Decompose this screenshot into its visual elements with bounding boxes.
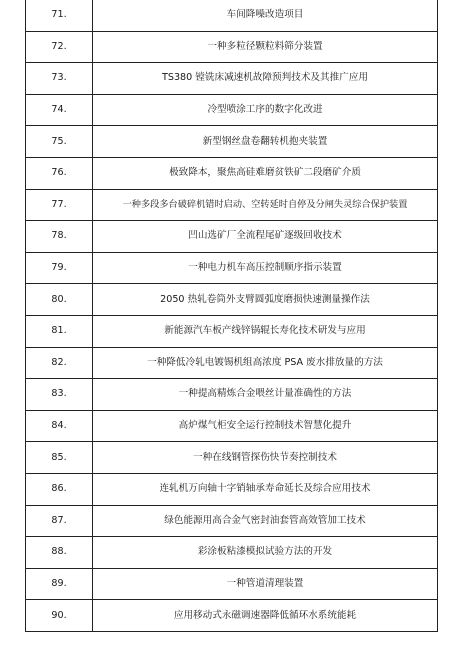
row-number: 75. [26, 126, 93, 158]
row-number: 84. [26, 410, 93, 442]
row-number: 74. [26, 94, 93, 126]
row-number: 72. [26, 31, 93, 63]
project-name: 2050 热轧卷筒外支臂圆弧度磨损快速测量操作法 [93, 284, 438, 316]
table-row [26, 126, 438, 158]
row-number: 89. [26, 568, 93, 600]
table-row [26, 568, 438, 600]
row-number: 77. [26, 189, 93, 221]
project-name: 连轧机万向轴十字销轴承寿命延长及综合应用技术 [93, 473, 438, 505]
row-number: 78. [26, 221, 93, 253]
project-name: 一种多段多台破碎机错时启动、空转延时自停及分闸失灵综合保护装置 [93, 189, 438, 221]
project-name: 彩涂板粘漆模拟试验方法的开发 [93, 537, 438, 569]
table-row [26, 379, 438, 411]
project-name: TS380 镗铣床减速机故障预判技术及其推广应用 [93, 63, 438, 95]
row-number: 81. [26, 315, 93, 347]
row-number: 80. [26, 284, 93, 316]
project-name: 极致降本，聚焦高硅难磨贫铁矿二段磨矿介质 [93, 157, 438, 189]
project-name: 一种降低冷轧电镀锡机组高浓度 PSA 废水排放量的方法 [93, 347, 438, 379]
table-row [26, 0, 438, 31]
project-name: 应用移动式永磁调速器降低循环水系统能耗 [93, 600, 438, 632]
project-name: 一种在线钢管探伤快节奏控制技术 [93, 442, 438, 474]
row-number: 90. [26, 600, 93, 632]
project-name: 凹山选矿厂全流程尾矿逐级回收技术 [93, 221, 438, 253]
table-row [26, 252, 438, 284]
table-row [26, 189, 438, 221]
table-row [26, 31, 438, 63]
table-row [26, 600, 438, 632]
row-number: 85. [26, 442, 93, 474]
project-name: 新能源汽车板产线锌锅辊长寿化技术研发与应用 [93, 315, 438, 347]
table-row [26, 63, 438, 95]
row-number: 88. [26, 537, 93, 569]
project-name: 一种管道清理装置 [93, 568, 438, 600]
project-name: 一种多粒径颗粒料筛分装置 [93, 31, 438, 63]
table-row [26, 284, 438, 316]
project-name: 一种电力机车高压控制顺序指示装置 [93, 252, 438, 284]
row-number: 71. [26, 0, 93, 31]
row-number: 76. [26, 157, 93, 189]
table-row [26, 473, 438, 505]
project-table-body [26, 0, 438, 631]
table-row [26, 315, 438, 347]
table-row [26, 410, 438, 442]
table-row [26, 221, 438, 253]
project-name: 绿色能源用高合金气密封油套管高效管加工技术 [93, 505, 438, 537]
row-number: 82. [26, 347, 93, 379]
row-number: 73. [26, 63, 93, 95]
project-name: 高炉煤气柜安全运行控制技术智慧化提升 [93, 410, 438, 442]
table-row [26, 505, 438, 537]
project-table [25, 0, 438, 632]
table-row [26, 442, 438, 474]
project-name: 冷型喷涂工序的数字化改进 [93, 94, 438, 126]
row-number: 87. [26, 505, 93, 537]
table-row [26, 94, 438, 126]
row-number: 86. [26, 473, 93, 505]
table-row [26, 537, 438, 569]
row-number: 79. [26, 252, 93, 284]
project-name: 一种提高精炼合金喂丝计量准确性的方法 [93, 379, 438, 411]
row-number: 83. [26, 379, 93, 411]
project-name: 新型钢丝盘卷翻转机抱夹装置 [93, 126, 438, 158]
table-row [26, 157, 438, 189]
project-name: 车间降噪改造项目 [93, 0, 438, 31]
table-row [26, 347, 438, 379]
